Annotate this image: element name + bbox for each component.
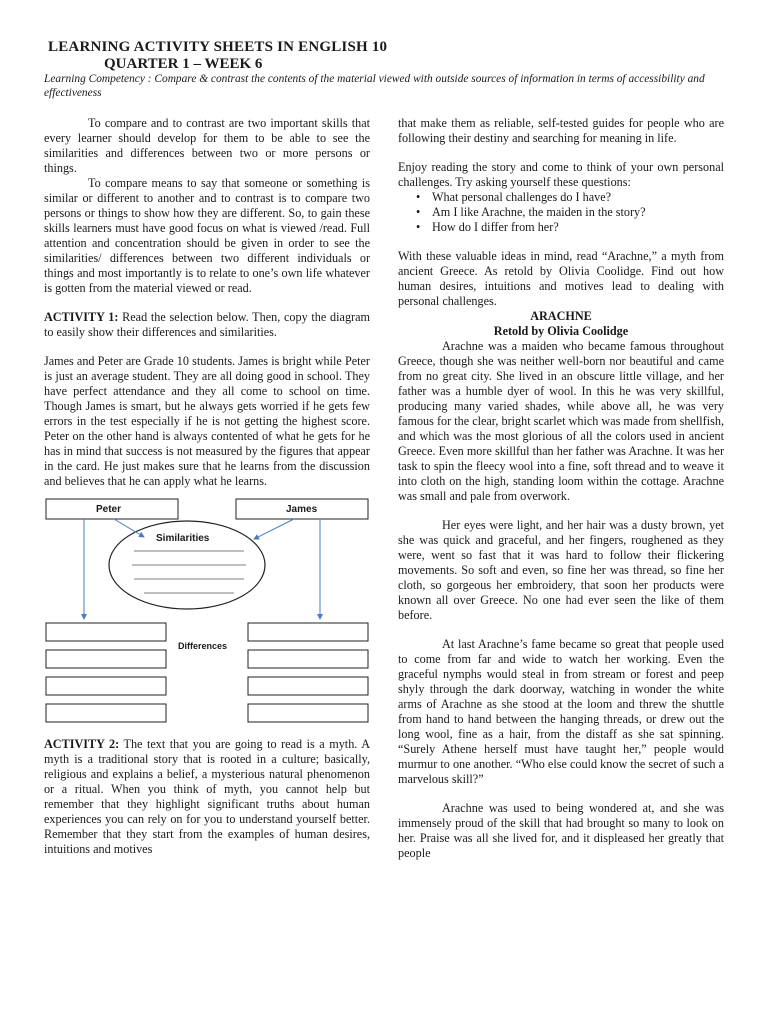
comparison-diagram — [44, 495, 370, 725]
story-paragraph-4: Arachne was used to being wondered at, and she was immensely proud of the skill that had brought so many to look on her. Praise was all she lived for, and it displeased her greatly that people — [398, 801, 724, 860]
worksheet-title: LEARNING ACTIVITY SHEETS IN ENGLISH 10 — [48, 39, 388, 55]
james-difference-box-3 — [248, 677, 368, 695]
story-paragraph-2: Her eyes were light, and her hair was a dusty brown, yet she was quick and graceful, and her fingers, roughened as they were, went so fast that it was hard to follow their flickering movements. So soft and even, so fine her was thread, so fine her cloth, so gorgeous her embroidery, that soon her products were known all over Greece. No one had ever seen the like of them before. — [398, 518, 724, 622]
activity2-paragraph — [44, 737, 370, 857]
myth-continuation-paragraph: that make them as reliable, self-tested guides for people who are following their destiny and searching for meaning in life. — [398, 116, 724, 145]
peter-label: Peter — [96, 504, 122, 515]
peter-difference-box-2 — [46, 650, 166, 668]
question-item: • What personal challenges do I have? — [416, 190, 612, 204]
james-difference-box-2 — [248, 650, 368, 668]
question-item: • How do I differ from her? — [416, 220, 559, 234]
story-title: ARACHNE — [530, 309, 592, 323]
differences-label: Differences — [178, 641, 228, 651]
activity1-instructions: Read the selection below. Then, copy the diagram to easily show their differences and similarities. — [44, 310, 370, 339]
question-item: • Am I like Arachne, the maiden in the story? — [416, 205, 646, 219]
bullet-icon: • — [416, 220, 421, 234]
james-label: James — [286, 504, 318, 515]
left-column — [44, 116, 370, 857]
diagram-drawing — [44, 495, 370, 725]
peter-difference-box-1 — [46, 623, 166, 641]
similarities-label: Similarities — [156, 533, 210, 544]
activity2-label: ACTIVITY 2: — [44, 737, 120, 751]
right-column — [398, 116, 724, 861]
activity1-paragraph — [44, 310, 370, 340]
story-paragraph-1: Arachne was a maiden who became famous throughout Greece, though she was neither well-born nor beautiful and came from no great city. She lived in an obscure little village, and her father was a humble dyer of wool. In this he was very skillful, producing many varied shades, while above all, he was very famous for the clear, bright scarlet which was made from shellfish, and which was the most glorious of all the colors used in ancient Greece. Even more skillful than her father was Arachne. It was her task to spin the fleecy wool into a fine, soft thread and to weave it into cloth on the high, standing loom within the cottage. Arachne was small and pale from overwork. — [398, 339, 724, 503]
story-byline: Retold by Olivia Coolidge — [493, 324, 629, 338]
learning-competency: Learning Competency : Compare & contrast the contents of the material viewed with outside sources of information in terms of accessibility and effectiveness — [44, 73, 705, 99]
james-difference-box-4 — [248, 704, 368, 722]
bullet-icon: • — [416, 190, 421, 204]
james-peter-paragraph: James and Peter are Grade 10 students. James is bright while Peter is just an average student. They are all doing good in school. They have perfect attendance and they all come to school on time. Though James is smart, but he always gets worried if he gets few errors in the test especially if he is not getting the highest score. Peter on the other hand is always contented of what he gets for he has in mind that success is not measured by the figures that appear in the card. He just makes sure that he learns from the discussion and believes that he can apply what he learns. — [44, 354, 370, 488]
compare-definition-paragraph: To compare means to say that someone or something is similar or different to another and to contrast is to compare two persons or things to show how they are different. So, to gain these skills learners must have good focus on what is viewed /read. Full attention and concentration should be given in order to see the similarities/ differences between two different individuals or things and most importantly is to relate to one’s own life whatever is gotten from the material viewed or read. — [44, 176, 370, 295]
peter-difference-box-3 — [46, 677, 166, 695]
bullet-icon: • — [416, 205, 421, 219]
intro-paragraph: To compare and to contrast are two important skills that every learner should develop for them to be able to see the similarities and differences between two or more persons or things. — [44, 116, 370, 175]
with-these-ideas-paragraph: With these valuable ideas in mind, read “Arachne,” a myth from ancient Greece. As retold by Olivia Coolidge. Find out how human desires, intuitions and motives lead to dealing with personal challenges. — [398, 249, 724, 308]
peter-difference-box-4 — [46, 704, 166, 722]
james-difference-box-1 — [248, 623, 368, 641]
activity1-label: ACTIVITY 1: — [44, 310, 119, 324]
story-paragraph-3: At last Arachne’s fame became so great that people used to come from far and wide to watch her working. Even the graceful nymphs would steal in from stream or forest and peep shyly through the dark doorway, watching in wonder the white arms of Arachne as she stood at the loom and threw the shuttle from hand to hand between the hanging threads, or drew out the long wool, fine as a hair, from the distaff as she sat spinning. “Surely Athene herself must have taught her,” people would murmur to one another. “Who else could know the secret of such a marvelous skill?” — [398, 637, 724, 786]
activity2-text: The text that you are going to read is a myth. A myth is a traditional story that is rooted in a culture; basically, religious and explains a belief, a mysterious natural phenomenon or a ritual. When you think of myth, you cannot help but remember that they highlight significant truths about human experiences you can rely on for you to understand yourself better. Remember that they start from the examples of human desires, intuitions and motives — [44, 737, 370, 856]
worksheet-subtitle: QUARTER 1 – WEEK 6 — [104, 56, 263, 72]
question-list — [398, 190, 724, 235]
enjoy-reading-paragraph: Enjoy reading the story and come to think of your own personal challenges. Try asking yourself these questions: — [398, 160, 724, 189]
